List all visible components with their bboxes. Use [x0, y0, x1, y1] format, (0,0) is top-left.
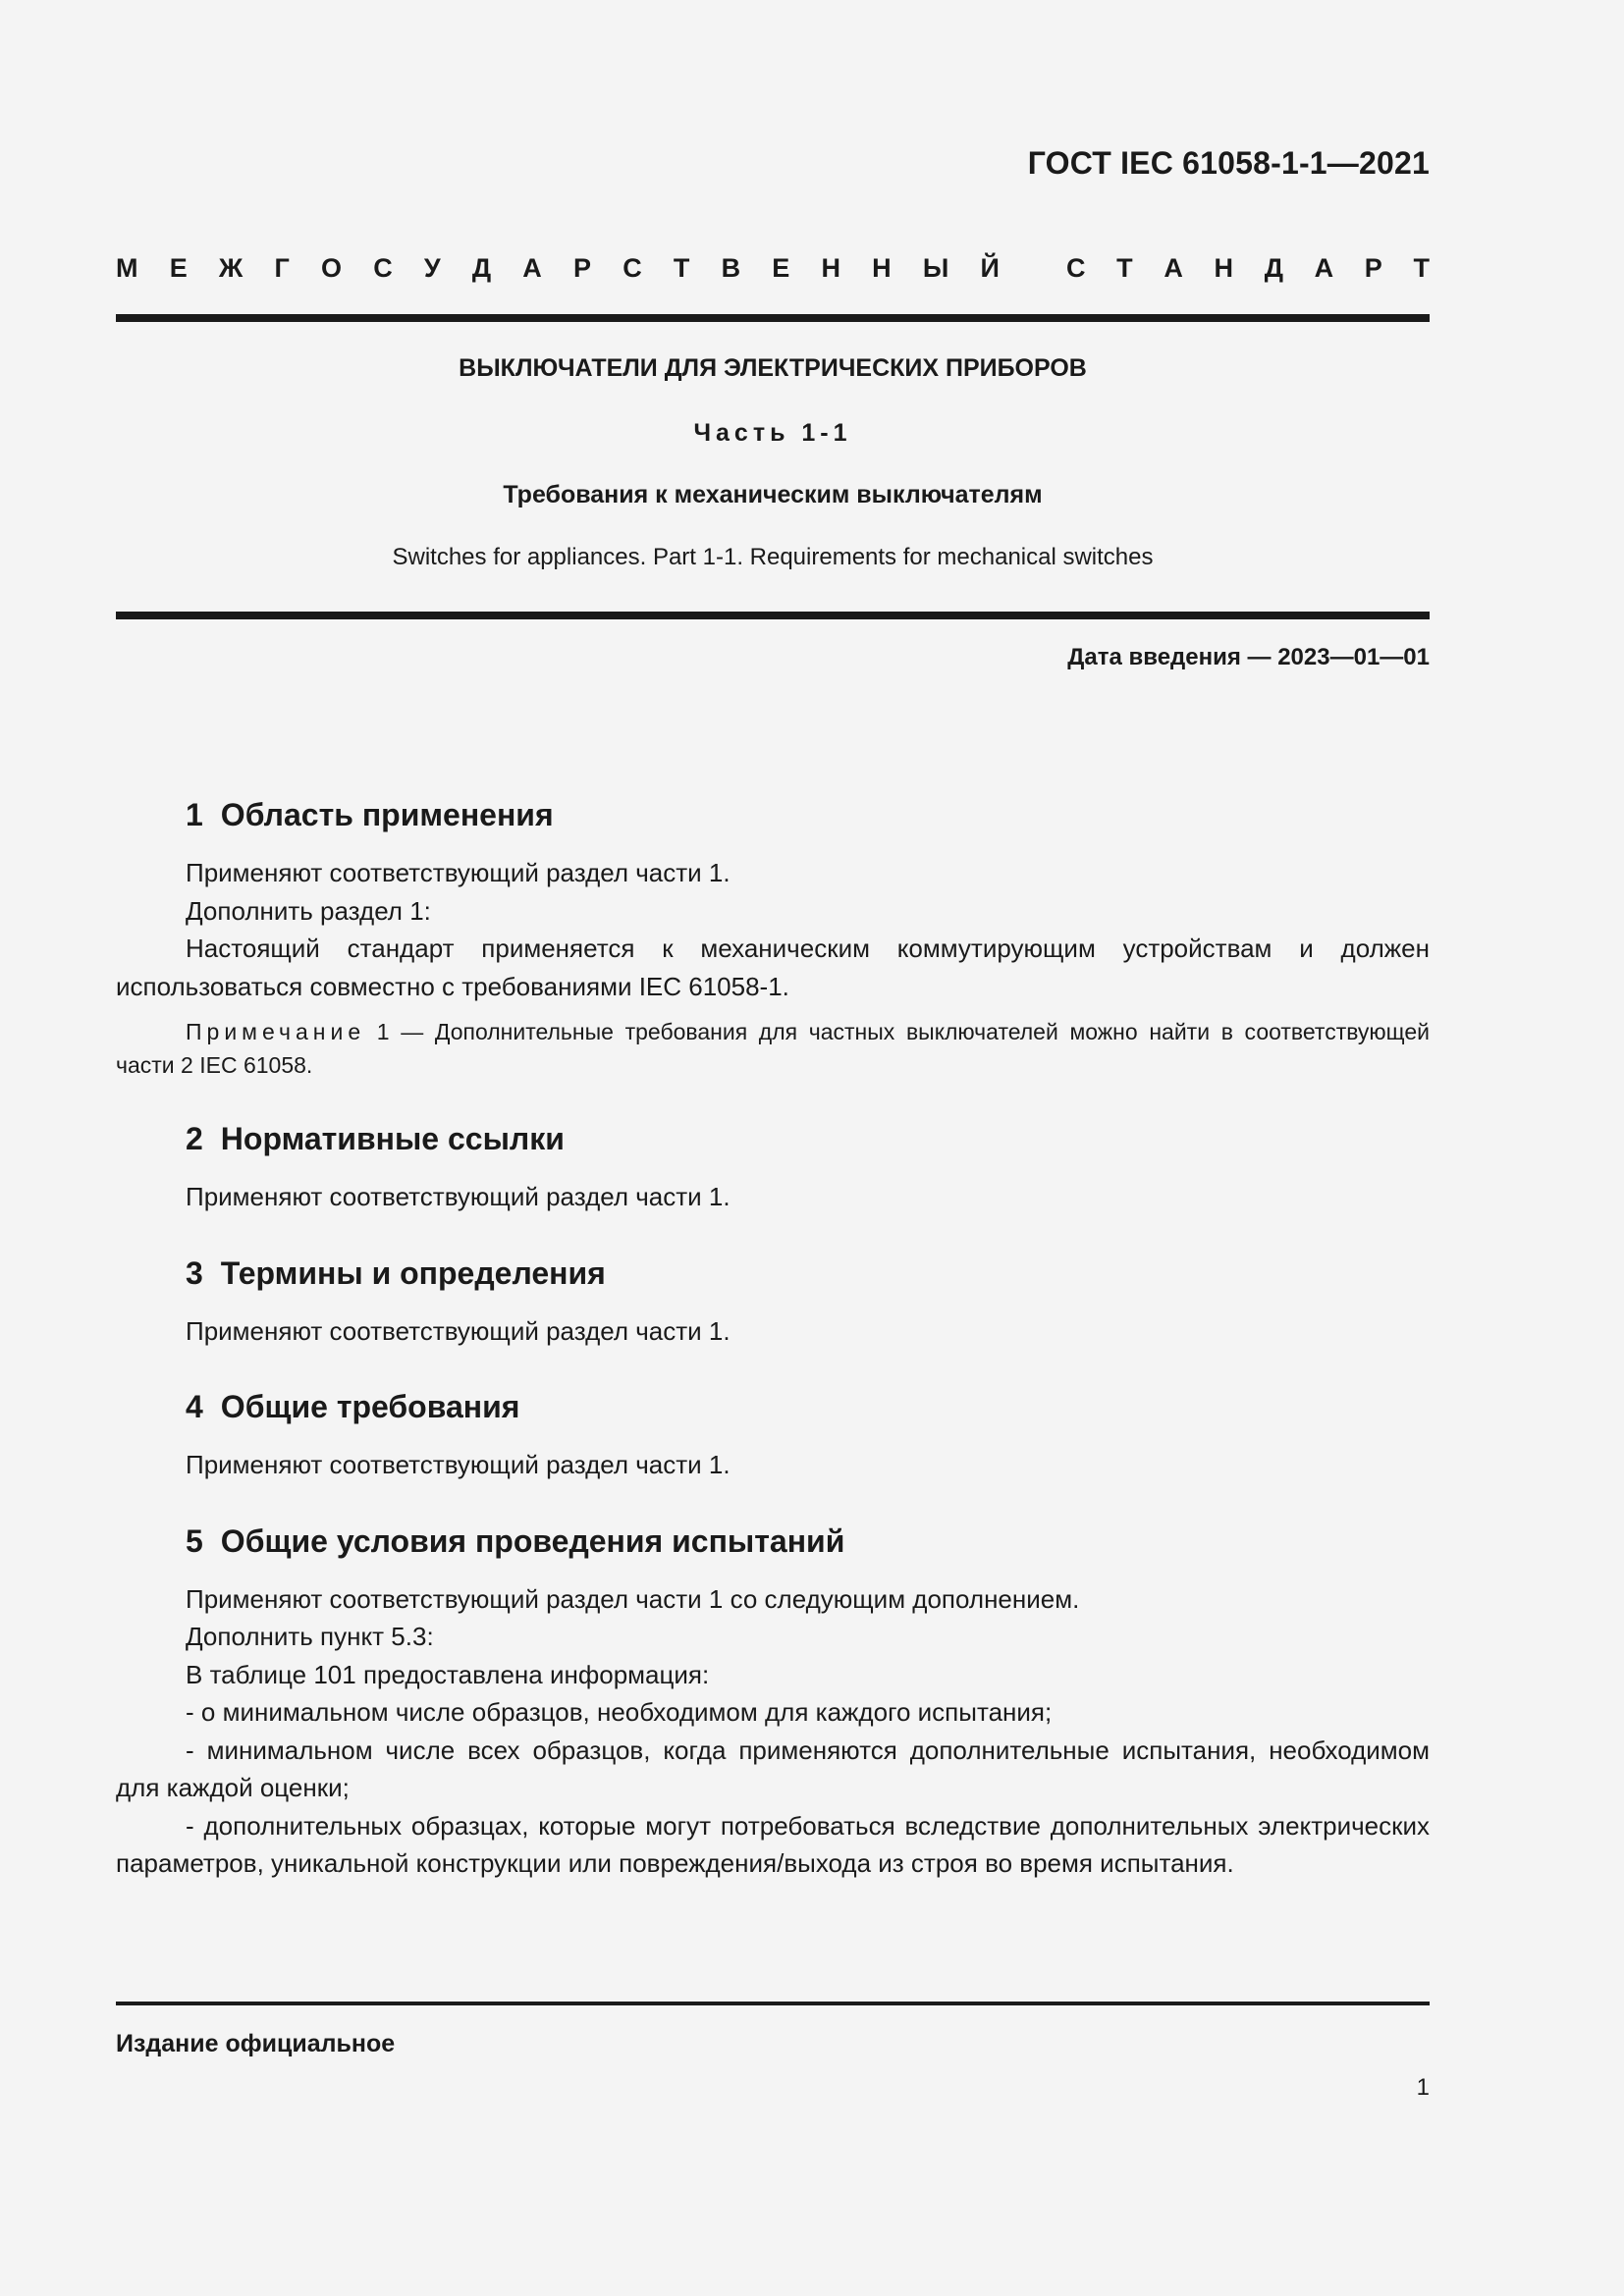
paragraph: Применяют соответствующий раздел части 1.	[186, 1450, 731, 1479]
official-edition-label: Издание официальное	[116, 2030, 396, 2057]
paragraph: В таблице 101 предоставлена информация:	[186, 1659, 710, 1689]
standard-word: С Т А Н Д А Р Т	[1066, 253, 1430, 283]
document-title: ВЫКЛЮЧАТЕЛИ ДЛЯ ЭЛЕКТРИЧЕСКИХ ПРИБОРОВ	[459, 354, 1087, 382]
note-text: 1 — Дополнительные требования для частных выключателей можно найти в соответствующей части 2 IEC 61058.	[116, 1019, 1430, 1078]
section-heading: 4 Общие требования	[186, 1389, 520, 1424]
interstate-word: М Е Ж Г О С У Д А Р С Т В Е Н Н Ы Й	[116, 253, 1000, 283]
list-item: - минимальном числе всех образцов, когда применяются дополнительные испытания, необходимом для каждой оценки;	[116, 1735, 1430, 1802]
paragraph: Применяют соответствующий раздел части 1.	[186, 1315, 731, 1346]
paragraph: Применяют соответствующий раздел части 1.	[186, 1182, 731, 1211]
page-number: 1	[1416, 2074, 1430, 2101]
introduction-date: Дата введения — 2023—01—01	[1067, 644, 1430, 670]
section-heading: 5 Общие условия проведения испытаний	[186, 1522, 845, 1559]
header-divider	[116, 314, 1430, 322]
document-code: ГОСТ IEC 61058-1-1—2021	[1027, 145, 1430, 181]
footer-divider	[116, 2002, 1430, 2005]
section-heading: 3 Термины и определения	[186, 1255, 606, 1291]
note-label: Примечание	[186, 1019, 366, 1044]
document-english-title: Switches for appliances. Part 1-1. Requirements for mechanical switches	[392, 544, 1154, 570]
document-body	[116, 793, 1430, 1883]
paragraph: Настоящий стандарт применяется к механическим коммутирующим устройствам и должен использоваться совместно с требованиями IEC 61058-1.	[116, 934, 1430, 1001]
paragraph: Применяют соответствующий раздел части 1.	[186, 858, 731, 887]
paragraph: Дополнить пункт 5.3:	[186, 1622, 434, 1651]
section-heading: 2 Нормативные ссылки	[186, 1121, 565, 1156]
paragraph: Применяют соответствующий раздел части 1 со следующим дополнением.	[186, 1583, 1080, 1614]
interstate-standard-label	[116, 253, 1430, 284]
note	[116, 1015, 1430, 1082]
list-item: - дополнительных образцах, которые могут потребоваться вследствие дополнительных электрических параметров, уникальной конструкции или повреждения/выхода из строя во время испытания.	[116, 1810, 1430, 1878]
document-part: Часть 1-1	[693, 419, 852, 447]
section-heading: 1 Область применения	[186, 797, 554, 832]
list-item: - о минимальном числе образцов, необходимом для каждого испытания;	[186, 1697, 1053, 1727]
title-divider	[116, 612, 1430, 619]
paragraph: Дополнить раздел 1:	[186, 895, 431, 926]
document-subtitle: Требования к механическим выключателям	[503, 481, 1043, 508]
